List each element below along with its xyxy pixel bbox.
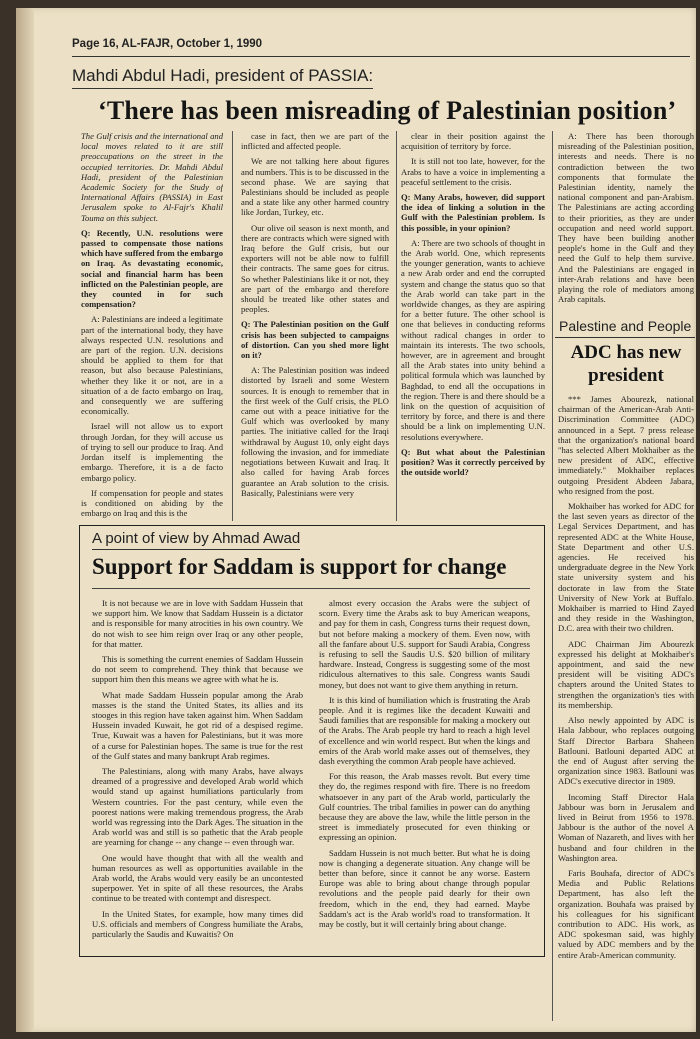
- main-kicker: Mahdi Abdul Hadi, president of PASSIA:: [72, 66, 373, 89]
- paragraph: almost every occasion the Arabs were the subject of scorn. Every time the Arabs ask to buy American weapons, and pay for them in cash, Congress turns their request down, but not before making a mockery of them. Even now, with all the fanfare about U.S. support for Saudi Arabia, Congress is refusing to sell the Saudis U.S. $20 billion of military hardware. Instead, Congress is suggesting some of the most ridiculous alternatives to this sale. Congress wants Saudi money, but does not want to give them anything in return.: [319, 598, 530, 690]
- opinion-kicker: A point of view by Ahmad Awad: [92, 530, 300, 550]
- top-rule: [72, 56, 690, 57]
- opinion-column-1: [92, 598, 303, 950]
- page-fold-shadow: [16, 8, 34, 1032]
- main-column-1: [81, 131, 223, 519]
- column-divider: [232, 131, 233, 521]
- opinion-column-2: [319, 598, 530, 950]
- sidebar-column: [558, 394, 694, 1019]
- paragraph: Q: The Palestinian position on the Gulf crisis has been subjected to campaigns of distortion. Can you shed more light on it?: [241, 319, 389, 361]
- paragraph: Our olive oil season is next month, and there are contracts which were signed with Iraq before the Gulf crisis, but our exporters will not be able now to fulfill their contracts. The same goes for citrus. So whether Palestinians like it or not, they are part of the embargo and therefore should be treated like other states and peoples.: [241, 222, 389, 315]
- sidebar-headline: ADC has new president: [570, 342, 682, 386]
- paragraph: A: Palestinians are indeed a legitimate part of the international body, they have always respected U.N. resolutions and are part of the region. U.N. decisions should be applied to them for that reason, but also because Palestinians, whether they like it or not, are in a situation of a de facto embargo on Iraq, and consequently we are suffering economically.: [81, 314, 223, 417]
- paragraph: A: The Palestinian position was indeed distorted by Israeli and some Western sources. It is enough to remember that in the first week of the Gulf crisis, the PLO came out with a peace initiative for the Gulf which was overlooked by many parties. The initiative called for the Iraqi withdrawal by August 10, only eight days following the invasion, and for immediate negotiations between Kuwait and Iraq. It also called for having Arab forces guarantee an Arab solution to the crisis. Basically, Palestinians were very: [241, 365, 389, 498]
- paragraph: Incoming Staff Director Hala Jabbour was born in Jerusalem and lived in Beirut from 1956 to 1978. Jabbour is the author of the novel A Woman of Nazareth, and lives with her husband and four children in the Washington area.: [558, 791, 694, 863]
- paragraph: A: There are two schools of thought in the Arab world. One, which represents the younger generation, wants to achieve a new Arab order and end the corrupted system and change the status quo so that the Arab world can take part in the worldwide changes, as they are aspiring for a better future. The other school is one that believes in conducting reforms without radical changes in order to maintain its interests. The two schools, however, are in agreement and brought all the Arab states into unity behind a political formula which was launched by Baghdad, to end all the occupations in the region. There is and there should be a link on the question of acquisition of territory by force, and there is and there should be a link on implementing U.N. resolutions everywhere.: [401, 237, 545, 442]
- paragraph: Q: But what about the Palestinian position? Was it correctly perceived by the outside world?: [401, 446, 545, 478]
- paragraph: This is something the current enemies of Saddam Hussein do not seem to comprehend. They think that because we support him then this means we agree with what he is.: [92, 654, 303, 685]
- main-headline: ‘There has been misreading of Palestinian position’: [98, 96, 677, 125]
- paragraph: Mokhaiber has worked for ADC for the last seven years as director of the Legal Services Department, and has represented ADC at the White House, State Department and other U.S. agencies. He received his undergraduate degree in the New York state university system and his doctorate in law from the State University of New York at Buffalo. Mokhaiber is married to Hind Zayed and they reside in the Washington, D.C. area with their two children.: [558, 501, 694, 634]
- main-column-4: [558, 131, 694, 311]
- sidebar-rule: [555, 337, 695, 338]
- opinion-headline: Support for Saddam is support for change: [92, 554, 507, 579]
- paragraph: *** James Abourezk, national chairman of the American-Arab Anti-Discrimination Committee (ADC) announced in a Sept. 7 press release that the organization's national board "has selected Albert Mokhaiber as the new president of ADC, effective immediately." Mokhaiber replaces outgoing President Abdeen Jabara, who resigned from the post.: [558, 394, 694, 496]
- paragraph: A: There has been thorough misreading of the Palestinian position, interests and needs. There is no contradiction between the two components that formulate the Palestinian identity, namely the national component and pan-Arabism. The Palestinians are acting according to their priorities, as they are under occupation and need world support. They have been building another people's home in the Gulf and they need the Gulf to help them survive. And the Palestinians are engaged in inter-Arab relations and have been playing the role of mediators among Arab capitals.: [558, 131, 694, 305]
- paragraph: In the United States, for example, how many times did U.S. officials and members of Congress humiliate the Arabs, particularly the Saudis and Kuwaitis? On: [92, 908, 303, 940]
- main-column-3: [401, 131, 545, 519]
- opinion-rule: [92, 588, 530, 589]
- paragraph: clear in their position against the acquisition of territory by force.: [401, 131, 545, 152]
- paragraph: case in fact, then we are part of the inflicted and affected people.: [241, 131, 389, 152]
- main-column-2: [241, 131, 389, 519]
- paragraph: The Gulf crisis and the international and local moves related to it are still preoccupations on the street in the occupied territories. Dr. Mahdi Abdul Hadi, president of the Palestinian Academic Society for the Study of International Affairs (PASSIA) in East Jerusalem spoke to Al-Fajr's Khalil Touma on this subject.: [81, 131, 223, 223]
- paragraph: One would have thought that with all the wealth and human resources as well as opportunities available in the Arab world, the Arabs would very easily be an uncontested superpower. Yet in spite of all these resources, the Arabs continue to be treated with contempt and disrespect.: [92, 852, 303, 904]
- paragraph: ADC Chairman Jim Abourezk expressed his delight at Mokhaiber's appointment, and said the new president will be visiting ADC's chapters around the United States to strengthen the organization's ties with its membership.: [558, 638, 694, 710]
- paragraph: It is still not too late, however, for the Arabs to have a voice in implementing a peaceful settlement to the crisis.: [401, 156, 545, 187]
- paragraph: If compensation for people and states is conditioned on abiding by the embargo on Iraq and this is the: [81, 487, 223, 519]
- paragraph: For this reason, the Arab masses revolt. But every time they do, the regimes respond with fire. There is no freedom whatsoever in any part of the Arab world, particularly the Gulf countries. The tribal families in power can do anything because they are above the law, while the little person in the street is immediately prosecuted for even thinking or expressing an opinion.: [319, 771, 530, 843]
- paragraph: Q: Recently, U.N. resolutions were passed to compensate those nations which have suffered from the embargo on Iraq. As devastating economic, social and financial harm has been inflicted on the Palestinian people, are they counted in for such compensation?: [81, 227, 223, 310]
- column-divider: [396, 131, 397, 521]
- paragraph: Also newly appointed by ADC is Hala Jabbour, who replaces outgoing Staff Director Barbara Shaheen Batlouni. Batlouni departed ADC at the end of August after serving the organization since 1983. Batlouni was ADC's executive director in 1989.: [558, 715, 694, 787]
- paragraph: It is not because we are in love with Saddam Hussein that we support him. We know that Saddam Hussein is a dictator and is responsible for many atrocities in his own country. We do not wish to see him reign over Iraq or any other people, for that matter.: [92, 598, 303, 649]
- paragraph: Saddam Hussein is not much better. But what he is doing now is changing a degenerate situation. Any change will be better than before, since it cannot be any worse. Eastern Europe was able to bring about change through popular revolutions and the people paid dearly for their own freedom, which in the end, they had earned. Maybe Saddam's act is the Arab world's road to transformation. It may be costly, but it will certainly bring about change.: [319, 847, 530, 930]
- paragraph: Q: Many Arabs, however, did support the idea of linking a solution in the Gulf with the Palestinian problem. Is this possible, in your opinion?: [401, 192, 545, 233]
- column-divider: [552, 131, 553, 1021]
- paragraph: What made Saddam Hussein popular among the Arab masses is the stand the United States, its allies and its stooges in this region have taken against him. When Saddam Hussein invaded Kuwait, he got rid of a despised regime. True, Kuwait was a haven for Palestinians, but it was more of a curse for Palestinian hopes. The same is true for the rest of the Gulf states and many bankrupt Arab regimes.: [92, 689, 303, 761]
- paragraph: We are not talking here about figures and numbers. This is to be discussed in the second phase. We are saying that Palestinians should be included as people and a state like any other harmed country like Jordan, Turkey, etc.: [241, 156, 389, 218]
- paragraph: Faris Bouhafa, director of ADC's Media and Public Relations Department, has also left the organization. Bouhafa was praised by his colleagues for his significant contribution to ADC. His work, as ADC spokesman said, was highly valued by ADC members and by the entire Arab-American community.: [558, 867, 694, 960]
- running-head: Page 16, AL-FAJR, October 1, 1990: [72, 38, 263, 50]
- paragraph: Israel will not allow us to export through Jordan, for they will accuse us of trying to sell our produce to Iraq. And Jordan itself is implementing the embargo. Therefore, it is a de facto embargo policy.: [81, 421, 223, 483]
- paragraph: The Palestinians, along with many Arabs, have always dreamed of a progressive and developed Arab world which would stand up against humiliations particularly from Western countries. For the past century, while even the poorest nations were making tremendous progress, the Arab world was regressing into the Dark Ages. The situation in the Arab world was and still is so pathetic that the Arab people are yearning for change -- any change -- even through war.: [92, 766, 303, 848]
- sidebar-kicker: Palestine and People: [559, 318, 692, 334]
- paragraph: It is this kind of humiliation which is frustrating the Arab people. And it is regimes like the decadent Kuwaiti and Saudi families that are responsible for making a mockery out of the Arabs. The Arab people try hard to reach a high level of excellence and win world respect. But when the kings and emirs of the Arab world make asses out of themselves, they dash everything the common Arab people have achieved.: [319, 694, 530, 767]
